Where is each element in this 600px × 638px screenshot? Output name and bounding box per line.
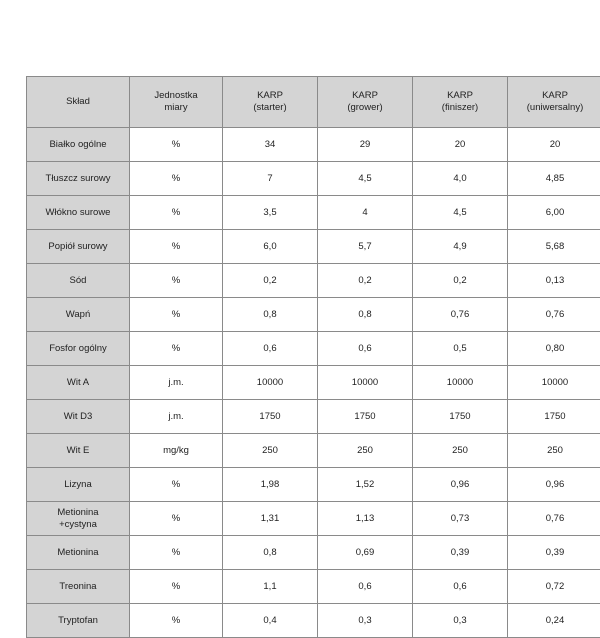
- row-label: [27, 162, 130, 196]
- table-row: [27, 570, 600, 604]
- row-value-uniwersalny: 0,13: [508, 264, 600, 298]
- row-value-grower: 1,52: [318, 468, 413, 502]
- row-value-finiszer: 0,5: [413, 332, 508, 366]
- header-line-1: KARP: [225, 90, 315, 102]
- row-value-grower: 29: [318, 128, 413, 162]
- header-cell-karp-finiszer: [413, 77, 508, 128]
- row-value-uniwersalny: 0,72: [508, 570, 600, 604]
- row-label-line-1: Tryptofan: [29, 615, 127, 627]
- row-label: [27, 230, 130, 264]
- row-label-line-1: Sód: [29, 275, 127, 287]
- row-value-finiszer: 20: [413, 128, 508, 162]
- table-row: [27, 230, 600, 264]
- row-value-grower: 0,2: [318, 264, 413, 298]
- row-label-line-1: Metionina: [29, 547, 127, 559]
- row-value-grower: 5,7: [318, 230, 413, 264]
- table-row: [27, 196, 600, 230]
- table-row: [27, 332, 600, 366]
- row-unit: %: [130, 298, 223, 332]
- row-value-grower: 250: [318, 434, 413, 468]
- row-value-uniwersalny: 20: [508, 128, 600, 162]
- nutrition-table: [26, 76, 600, 638]
- row-value-uniwersalny: 0,24: [508, 604, 600, 638]
- row-value-finiszer: 0,73: [413, 502, 508, 536]
- row-label: [27, 196, 130, 230]
- row-label: [27, 128, 130, 162]
- header-line-1: KARP: [510, 90, 600, 102]
- row-label-line-2: +cystyna: [29, 519, 127, 531]
- row-value-grower: 0,6: [318, 332, 413, 366]
- row-value-starter: 250: [223, 434, 318, 468]
- row-label-line-1: Wit D3: [29, 411, 127, 423]
- row-label: [27, 536, 130, 570]
- row-unit: %: [130, 332, 223, 366]
- row-value-finiszer: 0,96: [413, 468, 508, 502]
- header-line-1: KARP: [320, 90, 410, 102]
- row-value-uniwersalny: 0,76: [508, 502, 600, 536]
- row-value-grower: 1,13: [318, 502, 413, 536]
- row-unit: %: [130, 196, 223, 230]
- row-label-line-1: Wit A: [29, 377, 127, 389]
- row-value-finiszer: 0,3: [413, 604, 508, 638]
- row-value-finiszer: 4,9: [413, 230, 508, 264]
- row-label: [27, 366, 130, 400]
- header-line-1: Skład: [29, 96, 127, 108]
- row-value-uniwersalny: 250: [508, 434, 600, 468]
- header-cell-composition: [27, 77, 130, 128]
- row-unit: %: [130, 128, 223, 162]
- header-cell-karp-uniwersalny: [508, 77, 600, 128]
- row-value-starter: 1,98: [223, 468, 318, 502]
- row-unit: %: [130, 502, 223, 536]
- header-line-2: (grower): [320, 102, 410, 114]
- row-label: [27, 604, 130, 638]
- row-value-uniwersalny: 0,39: [508, 536, 600, 570]
- row-label-line-1: Tłuszcz surowy: [29, 173, 127, 185]
- table-row: [27, 264, 600, 298]
- row-unit: %: [130, 536, 223, 570]
- header-cell-karp-starter: [223, 77, 318, 128]
- row-value-starter: 7: [223, 162, 318, 196]
- row-unit: %: [130, 468, 223, 502]
- row-label: [27, 502, 130, 536]
- table-row: [27, 468, 600, 502]
- row-value-starter: 1,1: [223, 570, 318, 604]
- row-value-grower: 0,6: [318, 570, 413, 604]
- table-row: [27, 604, 600, 638]
- row-value-starter: 0,8: [223, 298, 318, 332]
- row-value-starter: 3,5: [223, 196, 318, 230]
- row-value-starter: 10000: [223, 366, 318, 400]
- table-row: [27, 366, 600, 400]
- row-value-finiszer: 0,6: [413, 570, 508, 604]
- row-label-line-1: Białko ogólne: [29, 139, 127, 151]
- row-label-line-1: Metionina: [29, 507, 127, 519]
- header-cell-unit: [130, 77, 223, 128]
- row-value-grower: 0,69: [318, 536, 413, 570]
- table-row: [27, 536, 600, 570]
- row-label: [27, 298, 130, 332]
- table-row: [27, 502, 600, 536]
- header-line-2: (finiszer): [415, 102, 505, 114]
- row-value-grower: 4: [318, 196, 413, 230]
- row-value-finiszer: 10000: [413, 366, 508, 400]
- row-value-uniwersalny: 10000: [508, 366, 600, 400]
- row-value-finiszer: 0,39: [413, 536, 508, 570]
- row-label-line-1: Treonina: [29, 581, 127, 593]
- row-value-starter: 0,8: [223, 536, 318, 570]
- row-label-line-1: Wapń: [29, 309, 127, 321]
- table-row: [27, 400, 600, 434]
- row-label: [27, 400, 130, 434]
- row-label-line-1: Wit E: [29, 445, 127, 457]
- row-value-starter: 0,4: [223, 604, 318, 638]
- row-unit: j.m.: [130, 400, 223, 434]
- row-value-finiszer: 1750: [413, 400, 508, 434]
- row-label-line-1: Fosfor ogólny: [29, 343, 127, 355]
- header-line-2: (starter): [225, 102, 315, 114]
- row-value-finiszer: 250: [413, 434, 508, 468]
- row-value-uniwersalny: 0,80: [508, 332, 600, 366]
- row-value-grower: 0,8: [318, 298, 413, 332]
- header-line-1: KARP: [415, 90, 505, 102]
- row-value-finiszer: 4,0: [413, 162, 508, 196]
- row-value-uniwersalny: 1750: [508, 400, 600, 434]
- row-value-starter: 34: [223, 128, 318, 162]
- table-row: [27, 128, 600, 162]
- row-label: [27, 264, 130, 298]
- row-unit: j.m.: [130, 366, 223, 400]
- row-value-finiszer: 0,76: [413, 298, 508, 332]
- row-label: [27, 332, 130, 366]
- row-unit: %: [130, 264, 223, 298]
- header-line-2: (uniwersalny): [510, 102, 600, 114]
- row-unit: %: [130, 570, 223, 604]
- row-label-line-1: Popiół surowy: [29, 241, 127, 253]
- row-label-line-1: Włókno surowe: [29, 207, 127, 219]
- row-unit: mg/kg: [130, 434, 223, 468]
- row-value-grower: 0,3: [318, 604, 413, 638]
- row-value-finiszer: 0,2: [413, 264, 508, 298]
- row-label: [27, 434, 130, 468]
- row-value-uniwersalny: 6,00: [508, 196, 600, 230]
- table-row: [27, 162, 600, 196]
- row-label-line-1: Lizyna: [29, 479, 127, 491]
- row-value-starter: 1750: [223, 400, 318, 434]
- row-value-starter: 1,31: [223, 502, 318, 536]
- row-value-uniwersalny: 0,96: [508, 468, 600, 502]
- row-unit: %: [130, 604, 223, 638]
- row-value-starter: 0,2: [223, 264, 318, 298]
- row-label: [27, 570, 130, 604]
- header-line-1: Jednostka: [132, 90, 220, 102]
- row-value-grower: 4,5: [318, 162, 413, 196]
- row-unit: %: [130, 230, 223, 264]
- header-line-2: miary: [132, 102, 220, 114]
- row-value-starter: 0,6: [223, 332, 318, 366]
- row-value-uniwersalny: 4,85: [508, 162, 600, 196]
- nutrition-table-container: [26, 76, 574, 638]
- header-cell-karp-grower: [318, 77, 413, 128]
- table-header-row: [27, 77, 600, 128]
- table-row: [27, 298, 600, 332]
- row-value-uniwersalny: 0,76: [508, 298, 600, 332]
- row-unit: %: [130, 162, 223, 196]
- row-value-starter: 6,0: [223, 230, 318, 264]
- row-label: [27, 468, 130, 502]
- table-row: [27, 434, 600, 468]
- row-value-finiszer: 4,5: [413, 196, 508, 230]
- row-value-grower: 1750: [318, 400, 413, 434]
- row-value-uniwersalny: 5,68: [508, 230, 600, 264]
- row-value-grower: 10000: [318, 366, 413, 400]
